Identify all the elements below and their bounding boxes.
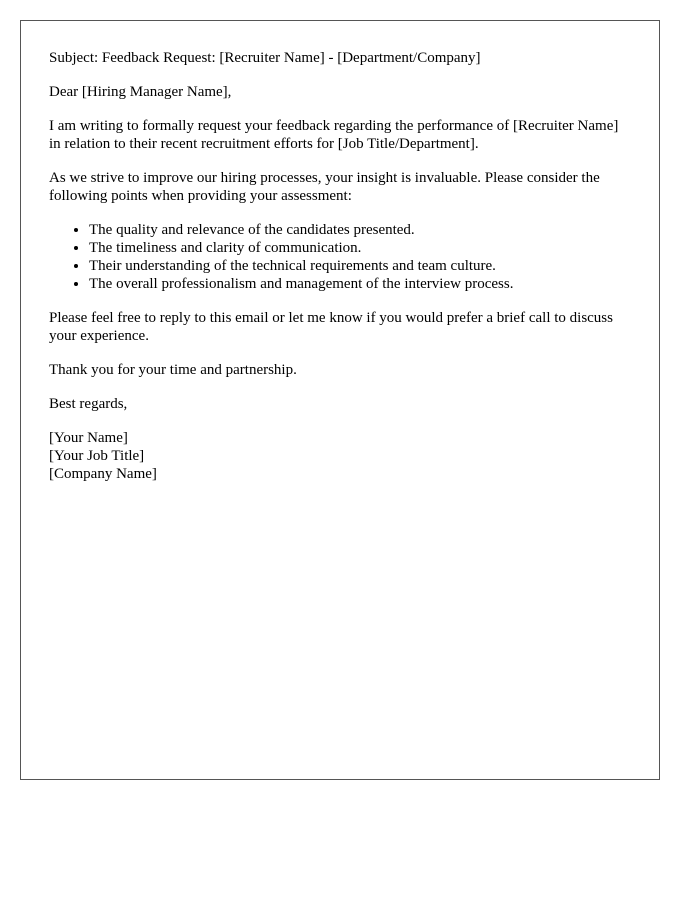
list-item: • Their understanding of the technical requirements and team culture. — [89, 257, 631, 275]
feedback-points-list — [49, 221, 631, 293]
thanks-line: Thank you for your time and partnership. — [49, 362, 297, 378]
reply-paragraph: Please feel free to reply to this email or let me know if you would prefer a brief call to discuss your experience. — [49, 310, 613, 344]
subject-line: Subject: Feedback Request: [Recruiter Name] - [Department/Company] — [49, 50, 481, 66]
intro-paragraph: I am writing to formally request your feedback regarding the performance of [Recruiter Name] in relation to their recent recruitment efforts for [Job Title/Department]. — [49, 118, 619, 152]
context-paragraph: As we strive to improve our hiring processes, your insight is invaluable. Please consider the following points when providing your assessment: — [49, 170, 600, 204]
closing-line: Best regards, — [49, 396, 128, 412]
list-item: • The overall professionalism and management of the interview process. — [89, 275, 631, 293]
letter-frame — [20, 20, 660, 780]
greeting: Dear [Hiring Manager Name], — [49, 84, 232, 100]
signature-name: [Your Name] — [49, 430, 128, 446]
signature-block — [49, 429, 631, 483]
list-item: • The quality and relevance of the candidates presented. — [89, 221, 631, 239]
signature-job-title: [Your Job Title] — [49, 448, 145, 464]
signature-company: [Company Name] — [49, 466, 157, 482]
list-item: • The timeliness and clarity of communication. — [89, 239, 631, 257]
